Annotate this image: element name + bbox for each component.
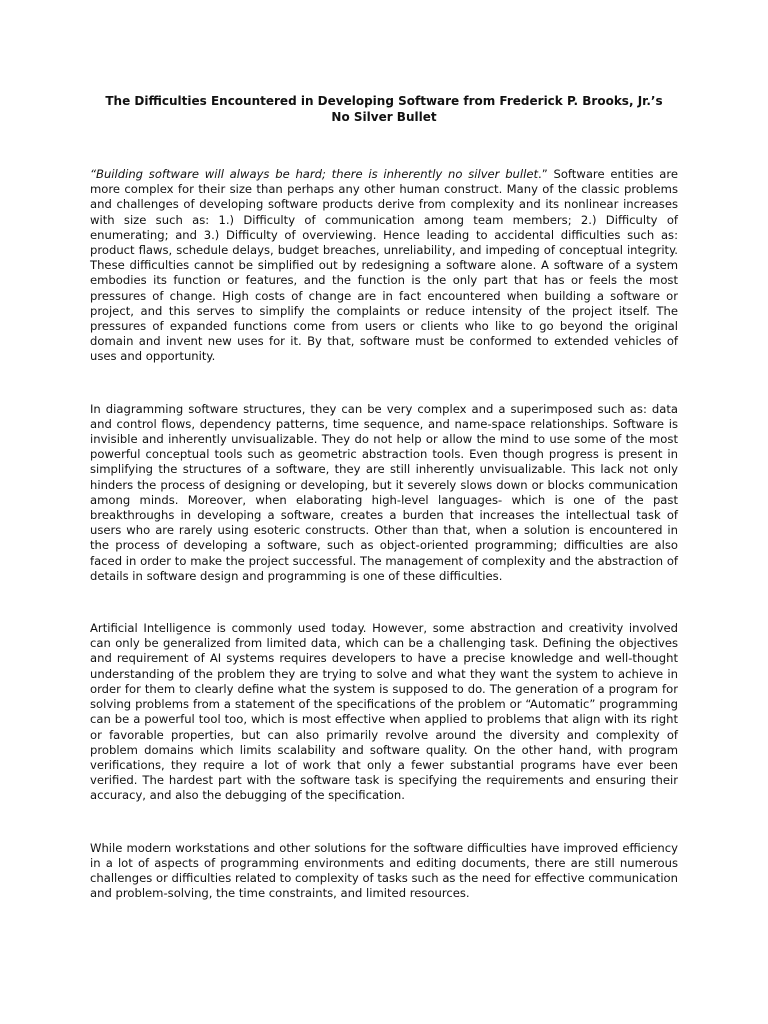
document-title: The Difficulties Encountered in Developing Software from Frederick P. Brooks, Jr.’s No Silver Bullet (105, 94, 663, 124)
paragraph-2: In diagramming software structures, they can be very complex and a superimposed such as: data and control flows, dependency patterns, time sequence, and name-space relationships. Software is invisible and inherently unvisualizable. They do not help or allow the mind to use some of the most powerful conceptual tools such as geometric abstraction tools. Even though progress is present in simplifying the structures of a software, they are still inherently unvisualizable. This lack not only hinders the process of designing or developing, but it severely slows down or blocks communication among minds. Moreover, when elaborating high-level languages- which is one of the past breakthroughs in developing a software, creates a burden that increases the intellectual task of users who are rarely using esoteric constructs. Other than that, when a solution is encountered in the process of developing a software, such as object-oriented programming; difficulties are also faced in order to make the project successful. The management of complexity and the abstraction of details in software design and programming is one of these difficulties. (90, 401, 678, 583)
paragraph-1 (90, 167, 678, 365)
paragraph-3: Artificial Intelligence is commonly used today. However, some abstraction and creativity involved can only be generalized from limited data, which can be a challenging task. Defining the objectives and requirement of AI systems requires developers to have a precise knowledge and well-thought understanding of the problem they are trying to solve and what they want the system to achieve in order for them to clearly define what the system is supposed to do. The generation of a program for solving problems from a statement of the specifications of the problem or “Automatic” programming can be a powerful tool too, which is most effective when applied to problems that align with its right or favorable properties, but can also primarily revolve around the diversity and complexity of problem domains which limits scalability and software quality. On the other hand, with program verifications, they require a lot of work that only a fewer substantial programs have ever been verified. The hardest part with the software task is specifying the requirements and ensuring their accuracy, and also the debugging of the specification. (90, 621, 678, 803)
opening-quote: “Building software will always be hard; there is inherently no silver bullet (90, 167, 539, 181)
paragraph-4: While modern workstations and other solutions for the software difficulties have improved efficiency in a lot of aspects of programming environments and editing documents, there are still numerous challenges or difficulties related to complexity of tasks such as the need for effective communication and problem-solving, the time constraints, and limited resources. (90, 840, 678, 901)
paragraph-1-body: .” Software entities are more complex for their size than perhaps any other human construct. Many of the classic problems and challenges of developing software products derive from complexity and its nonlinear increases with size such as: 1.) Difficulty of communication among team members; 2.) Difficulty of enumerating; and 3.) Difficulty of overviewing. Hence leading to accidental difficulties such as: product flaws, schedule delays, budget breaches, unreliability, and impeding of conceptual integrity. These difficulties cannot be simplified out by redesigning a software alone. A software of a system embodies its function or features, and the function is the only part that has or feels the most pressures of change. High costs of change are in fact encountered when building a software or project, and this serves to simplify the complaints or reduce intensity of the project itself. The pressures of expanded functions come from users or clients who like to go beyond the original domain and invent new uses for it. By that, software must be conformed to extended vehicles of uses and opportunity. (90, 167, 678, 364)
document-page (90, 93, 678, 901)
